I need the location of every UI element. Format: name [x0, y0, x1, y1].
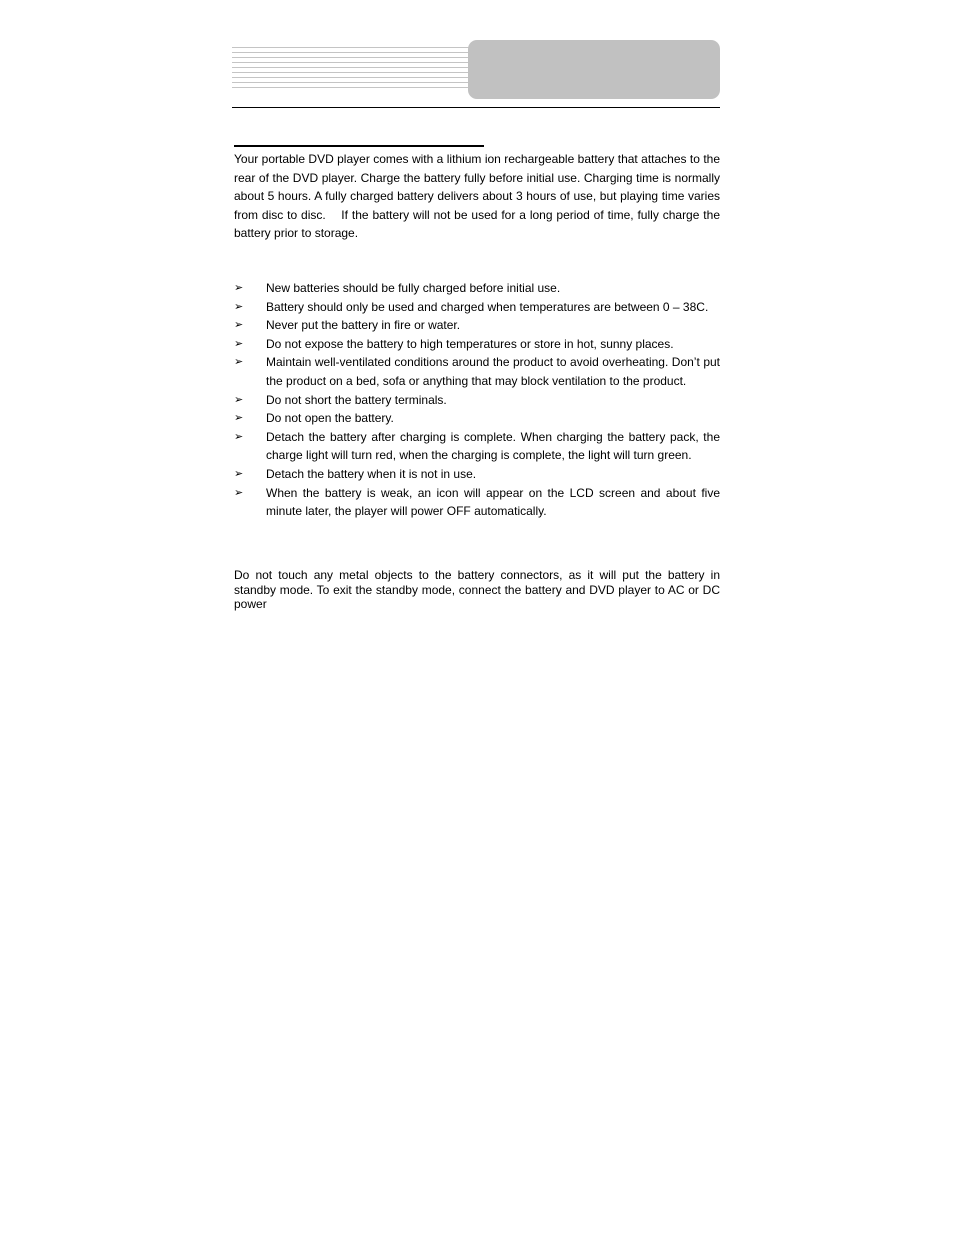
arrow-bullet-icon: ➢ [234, 318, 244, 332]
list-item-text: Do not open the battery. [266, 411, 394, 426]
list-item [234, 484, 720, 521]
list-item-text: Detach the battery after charging is complete. When charging the battery pack, the charge light will turn red, when the charging is complete, the light will turn green. [266, 429, 720, 463]
list-item [234, 298, 720, 317]
list-item-text: Maintain well-ventilated conditions around the product to avoid overheating. Don’t put the product on a bed, sofa or anything that may block ventilation to the product. [266, 355, 720, 388]
header-title-tab [468, 40, 720, 99]
intro-paragraph: Your portable DVD player comes with a lithium ion rechargeable battery that attaches to the rear of the DVD player. Charge the battery fully before initial use. Charging time is normally about 5 hours. A fully charged battery delivers about 3 hours of use, but playing time varies from disc to disc. If the battery will not be used for a long period of time, fully charge the battery prior to storage. [234, 152, 720, 241]
section-title-underline [234, 145, 484, 147]
list-item [234, 409, 720, 428]
arrow-bullet-icon: ➢ [234, 485, 244, 499]
list-item [234, 335, 720, 354]
header-decorative-lines [232, 47, 472, 89]
list-item-text: Never put the battery in fire or water. [266, 318, 461, 333]
arrow-bullet-icon: ➢ [234, 355, 244, 369]
list-item-text: Battery should only be used and charged when temperatures are between 0 – 38C. [266, 299, 709, 314]
list-item-text: Detach the battery when it is not in use. [266, 466, 477, 481]
list-item [234, 391, 720, 410]
arrow-bullet-icon: ➢ [234, 411, 244, 425]
list-item-text: Do not short the battery terminals. [266, 392, 447, 407]
precautions-list [234, 279, 720, 521]
list-item-text: New batteries should be fully charged before initial use. [266, 281, 561, 295]
arrow-bullet-icon: ➢ [234, 466, 244, 480]
arrow-bullet-icon: ➢ [234, 392, 244, 406]
list-item [234, 428, 720, 465]
list-item [234, 353, 720, 390]
header-rule [232, 107, 720, 108]
list-item-text: Do not expose the battery to high temperatures or store in hot, sunny places. [266, 336, 674, 351]
list-item [234, 465, 720, 484]
list-item [234, 279, 720, 298]
list-item [234, 316, 720, 335]
arrow-bullet-icon: ➢ [234, 281, 244, 294]
arrow-bullet-icon: ➢ [234, 336, 244, 350]
standby-note-paragraph: Do not touch any metal objects to the battery connectors, as it will put the battery in standby mode. To exit the standby mode, connect the battery and DVD player to AC or DC power [234, 568, 720, 611]
arrow-bullet-icon: ➢ [234, 299, 244, 313]
arrow-bullet-icon: ➢ [234, 429, 244, 443]
list-item-text: When the battery is weak, an icon will appear on the LCD screen and about five minute later, the player will power OFF automatically. [266, 485, 720, 519]
